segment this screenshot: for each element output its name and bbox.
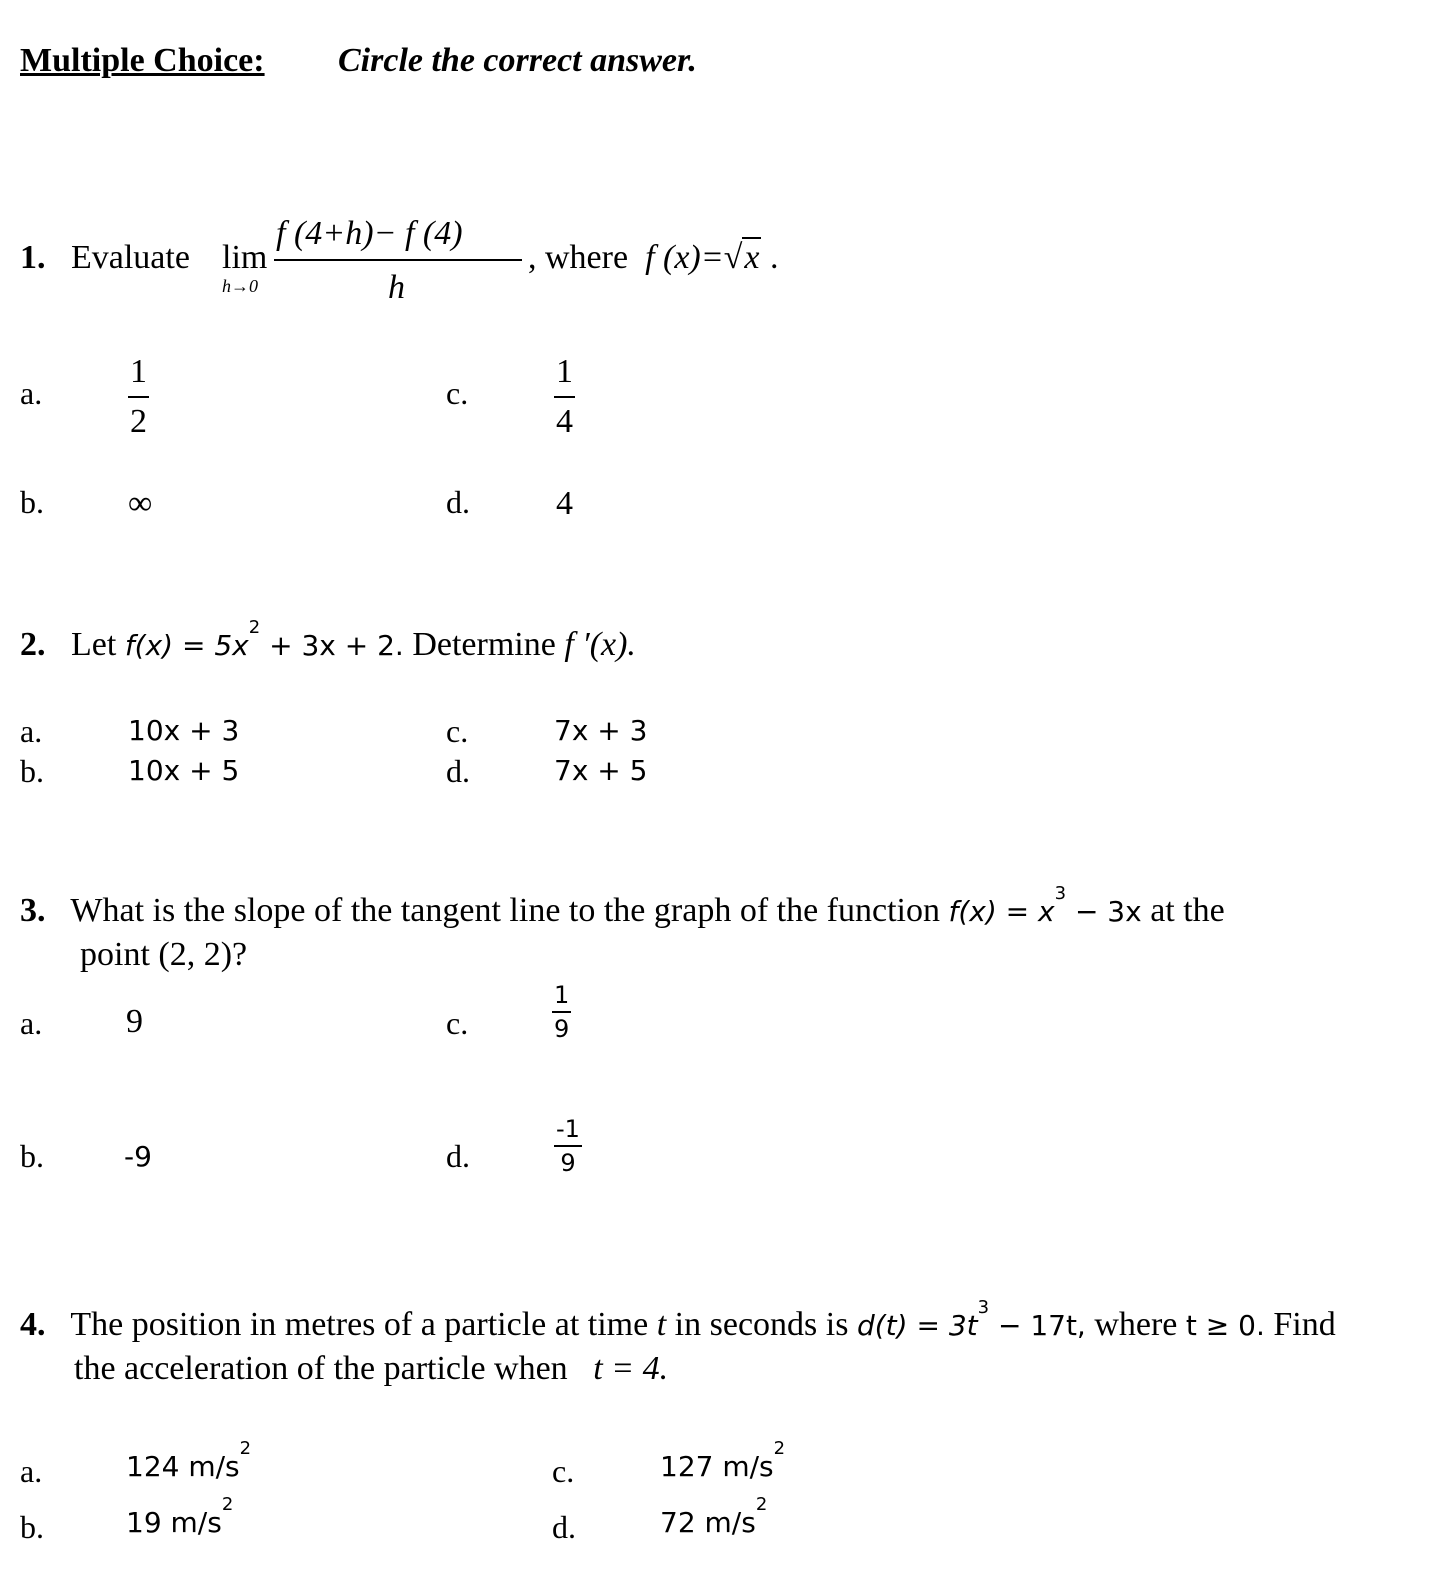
question-prompt: Let bbox=[71, 626, 117, 663]
function-expr-rest: + 3x + 2. bbox=[260, 629, 404, 662]
choice-label[interactable]: d. bbox=[446, 1138, 470, 1174]
choice-label[interactable]: b. bbox=[20, 753, 44, 789]
numerator: 1 bbox=[554, 981, 570, 1009]
exponent: 2 bbox=[755, 1494, 768, 1515]
choice-label[interactable]: a. bbox=[20, 1453, 43, 1489]
find-text: Find bbox=[1273, 1306, 1336, 1343]
value-text: 19 m/s bbox=[126, 1506, 222, 1539]
question-text: in seconds is bbox=[674, 1306, 849, 1343]
section-title: Multiple Choice: bbox=[20, 42, 265, 79]
question-text: at the bbox=[1150, 892, 1225, 929]
choice-value[interactable]: 9 bbox=[126, 1003, 143, 1040]
choice-value[interactable]: 4 bbox=[556, 485, 573, 522]
fraction-bar bbox=[128, 396, 149, 398]
where-text: where bbox=[1094, 1306, 1178, 1343]
choice-label[interactable]: a. bbox=[20, 1005, 43, 1041]
choice-value[interactable]: 10x + 3 bbox=[128, 714, 240, 747]
instruction-text: Circle the correct answer. bbox=[338, 42, 697, 79]
question-1 bbox=[20, 238, 190, 278]
limit-denominator: h bbox=[388, 269, 405, 306]
choice-label[interactable]: a. bbox=[20, 713, 43, 749]
choice-value[interactable]: 10x + 5 bbox=[128, 754, 240, 787]
choice-label[interactable]: a. bbox=[20, 375, 43, 411]
function-definition bbox=[528, 238, 778, 278]
exponent: 3 bbox=[977, 1297, 990, 1318]
condition: t ≥ 0. bbox=[1185, 1309, 1265, 1342]
choice-label[interactable]: d. bbox=[552, 1509, 576, 1545]
choice-value[interactable] bbox=[660, 1438, 786, 1483]
choice-value[interactable] bbox=[126, 1438, 252, 1483]
question-2 bbox=[20, 617, 636, 670]
function-expr: f(x) = x bbox=[948, 895, 1055, 928]
denominator: 2 bbox=[130, 403, 147, 440]
question-3 bbox=[20, 883, 1225, 936]
determine-text: Determine bbox=[412, 626, 556, 663]
choice-label[interactable]: c. bbox=[446, 713, 469, 749]
choice-label[interactable]: b. bbox=[20, 1138, 44, 1174]
fraction-bar bbox=[274, 259, 522, 261]
choice-label[interactable]: c. bbox=[446, 1005, 469, 1041]
numerator: 1 bbox=[556, 353, 573, 390]
exponent: 2 bbox=[221, 1494, 234, 1515]
sqrt-argument: x bbox=[744, 239, 760, 276]
question-text: the acceleration of the particle when bbox=[74, 1350, 568, 1387]
choice-value[interactable] bbox=[552, 980, 571, 1044]
choice-label[interactable]: c. bbox=[552, 1453, 575, 1489]
choice-label[interactable]: b. bbox=[20, 1509, 44, 1545]
period: . bbox=[769, 239, 779, 276]
choice-value[interactable] bbox=[128, 352, 149, 442]
function-expr-rest: − 3x bbox=[1066, 895, 1142, 928]
denominator: 9 bbox=[560, 1149, 576, 1177]
function-expr: f(x) = 5x bbox=[124, 629, 249, 662]
question-prompt: Evaluate bbox=[71, 239, 190, 276]
denominator: 9 bbox=[554, 1015, 570, 1043]
question-text-line2: point (2, 2)? bbox=[80, 936, 248, 973]
limit-subscript: h→0 bbox=[222, 276, 258, 296]
choice-value[interactable]: 7x + 5 bbox=[554, 754, 648, 787]
fraction-bar bbox=[554, 396, 575, 398]
time-value: t = 4. bbox=[593, 1350, 669, 1387]
choice-value[interactable]: 7x + 3 bbox=[554, 714, 648, 747]
exponent: 2 bbox=[248, 617, 261, 638]
choice-label[interactable]: d. bbox=[446, 484, 470, 520]
question-number: 1. bbox=[20, 239, 46, 276]
function-name: f (x)= bbox=[645, 239, 724, 276]
fraction-bar bbox=[554, 1145, 582, 1147]
limit-operator: lim bbox=[222, 239, 268, 276]
choice-value[interactable] bbox=[554, 352, 575, 442]
derivative-expr: f ′(x). bbox=[564, 626, 636, 663]
value-text: 127 m/s bbox=[660, 1450, 774, 1483]
choice-value[interactable] bbox=[554, 1114, 582, 1178]
position-function-rest: − 17t, bbox=[989, 1309, 1086, 1342]
fraction-bar bbox=[552, 1011, 571, 1013]
exponent: 2 bbox=[773, 1438, 786, 1459]
numerator: -1 bbox=[556, 1115, 580, 1143]
choice-value[interactable]: -9 bbox=[124, 1140, 152, 1173]
choice-label[interactable]: c. bbox=[446, 375, 469, 411]
choice-label[interactable]: b. bbox=[20, 484, 44, 520]
value-text: 72 m/s bbox=[660, 1506, 756, 1539]
numerator: 1 bbox=[130, 353, 147, 390]
position-function: d(t) = 3t bbox=[856, 1309, 978, 1342]
sqrt-icon: √ bbox=[723, 239, 743, 276]
where-text: , where bbox=[528, 239, 629, 276]
question-text: The position in metres of a particle at time bbox=[70, 1306, 649, 1343]
denominator: 4 bbox=[556, 403, 573, 440]
question-number: 3. bbox=[20, 892, 46, 929]
choice-value[interactable] bbox=[660, 1494, 768, 1539]
exponent: 2 bbox=[239, 1438, 252, 1459]
question-text-line2 bbox=[74, 1349, 668, 1389]
question-number: 2. bbox=[20, 626, 46, 663]
choice-label[interactable]: d. bbox=[446, 753, 470, 789]
question-text: What is the slope of the tangent line to the graph of the function bbox=[70, 892, 940, 929]
choice-value[interactable]: ∞ bbox=[128, 485, 153, 522]
variable-t: t bbox=[656, 1306, 667, 1343]
value-text: 124 m/s bbox=[126, 1450, 240, 1483]
exponent: 3 bbox=[1054, 883, 1067, 904]
choice-value[interactable] bbox=[126, 1494, 234, 1539]
limit-numerator: f (4+h)− f (4) bbox=[276, 215, 463, 252]
question-4 bbox=[20, 1297, 1336, 1350]
question-number: 4. bbox=[20, 1306, 46, 1343]
